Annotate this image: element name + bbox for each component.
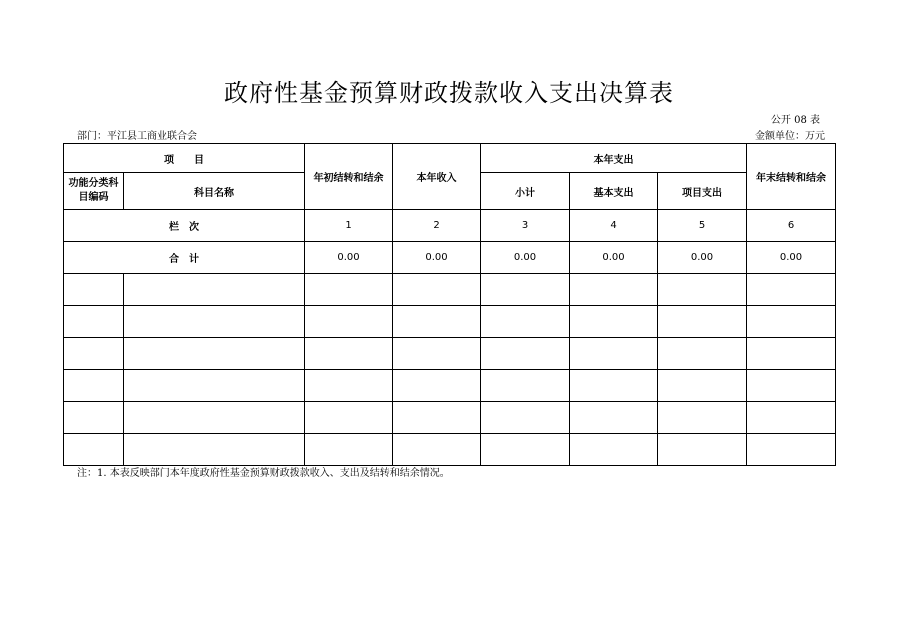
total-value: 0.00 bbox=[570, 242, 658, 274]
empty-cell bbox=[393, 274, 481, 306]
empty-cell bbox=[658, 338, 747, 370]
empty-cell bbox=[570, 370, 658, 402]
department-label: 部门：平江县工商业联合会 bbox=[77, 131, 197, 142]
unit-label: 金额单位：万元 bbox=[755, 131, 825, 142]
empty-cell bbox=[481, 306, 570, 338]
empty-cell bbox=[570, 306, 658, 338]
form-code: 公开 08 表 bbox=[770, 115, 820, 126]
empty-cell bbox=[481, 402, 570, 434]
header-current-expense: 本年支出 bbox=[481, 144, 747, 173]
column-number-label: 栏 次 bbox=[64, 210, 305, 242]
empty-cell bbox=[747, 274, 836, 306]
empty-row bbox=[64, 306, 836, 338]
total-label: 合 计 bbox=[64, 242, 305, 274]
empty-cell bbox=[64, 434, 124, 466]
empty-cell bbox=[658, 274, 747, 306]
header-subject-name: 科目名称 bbox=[124, 173, 305, 210]
empty-cell bbox=[481, 434, 570, 466]
total-value: 0.00 bbox=[305, 242, 393, 274]
header-project: 项 目 bbox=[64, 144, 305, 173]
column-number: 4 bbox=[570, 210, 658, 242]
empty-row bbox=[64, 338, 836, 370]
total-value: 0.00 bbox=[481, 242, 570, 274]
empty-cell bbox=[64, 370, 124, 402]
empty-cell bbox=[305, 434, 393, 466]
empty-cell bbox=[393, 370, 481, 402]
empty-cell bbox=[305, 306, 393, 338]
empty-cell bbox=[64, 402, 124, 434]
empty-cell bbox=[124, 402, 305, 434]
empty-cell bbox=[658, 306, 747, 338]
empty-row bbox=[64, 402, 836, 434]
budget-table bbox=[63, 143, 836, 466]
empty-cell bbox=[124, 306, 305, 338]
header-current-income: 本年收入 bbox=[393, 144, 481, 210]
column-number: 2 bbox=[393, 210, 481, 242]
empty-cell bbox=[124, 370, 305, 402]
empty-row bbox=[64, 370, 836, 402]
column-number: 1 bbox=[305, 210, 393, 242]
empty-cell bbox=[747, 434, 836, 466]
total-row bbox=[64, 242, 836, 274]
column-number-row bbox=[64, 210, 836, 242]
column-number: 5 bbox=[658, 210, 747, 242]
empty-cell bbox=[124, 274, 305, 306]
empty-cell bbox=[658, 434, 747, 466]
empty-cell bbox=[747, 306, 836, 338]
empty-cell bbox=[747, 370, 836, 402]
empty-cell bbox=[570, 402, 658, 434]
header-subtotal: 小计 bbox=[481, 173, 570, 210]
header-basic-expense: 基本支出 bbox=[570, 173, 658, 210]
empty-cell bbox=[747, 338, 836, 370]
empty-cell bbox=[124, 434, 305, 466]
empty-row bbox=[64, 274, 836, 306]
empty-cell bbox=[305, 370, 393, 402]
header-opening-balance: 年初结转和结余 bbox=[305, 144, 393, 210]
empty-cell bbox=[393, 434, 481, 466]
header-project-expense: 项目支出 bbox=[658, 173, 747, 210]
empty-cell bbox=[747, 402, 836, 434]
empty-cell bbox=[481, 338, 570, 370]
empty-cell bbox=[305, 402, 393, 434]
empty-cell bbox=[393, 402, 481, 434]
footnote: 注：1. 本表反映部门本年度政府性基金预算财政拨款收入、支出及结转和结余情况。 bbox=[77, 468, 450, 479]
empty-cell bbox=[305, 338, 393, 370]
header-closing-balance: 年末结转和结余 bbox=[747, 144, 836, 210]
empty-cell bbox=[658, 402, 747, 434]
column-number: 6 bbox=[747, 210, 836, 242]
total-value: 0.00 bbox=[658, 242, 747, 274]
empty-row bbox=[64, 434, 836, 466]
page-title: 政府性基金预算财政拨款收入支出决算表 bbox=[224, 79, 674, 107]
total-value: 0.00 bbox=[393, 242, 481, 274]
empty-cell bbox=[393, 338, 481, 370]
empty-cell bbox=[658, 370, 747, 402]
header-row-1 bbox=[64, 144, 836, 173]
column-number: 3 bbox=[481, 210, 570, 242]
empty-cell bbox=[124, 338, 305, 370]
empty-cell bbox=[64, 306, 124, 338]
empty-cell bbox=[481, 370, 570, 402]
empty-cell bbox=[64, 274, 124, 306]
empty-cell bbox=[305, 274, 393, 306]
empty-cell bbox=[570, 434, 658, 466]
empty-cell bbox=[570, 338, 658, 370]
empty-cell bbox=[64, 338, 124, 370]
total-value: 0.00 bbox=[747, 242, 836, 274]
empty-cell bbox=[393, 306, 481, 338]
empty-cell bbox=[570, 274, 658, 306]
header-func-code: 功能分类科目编码 bbox=[64, 173, 124, 210]
empty-cell bbox=[481, 274, 570, 306]
